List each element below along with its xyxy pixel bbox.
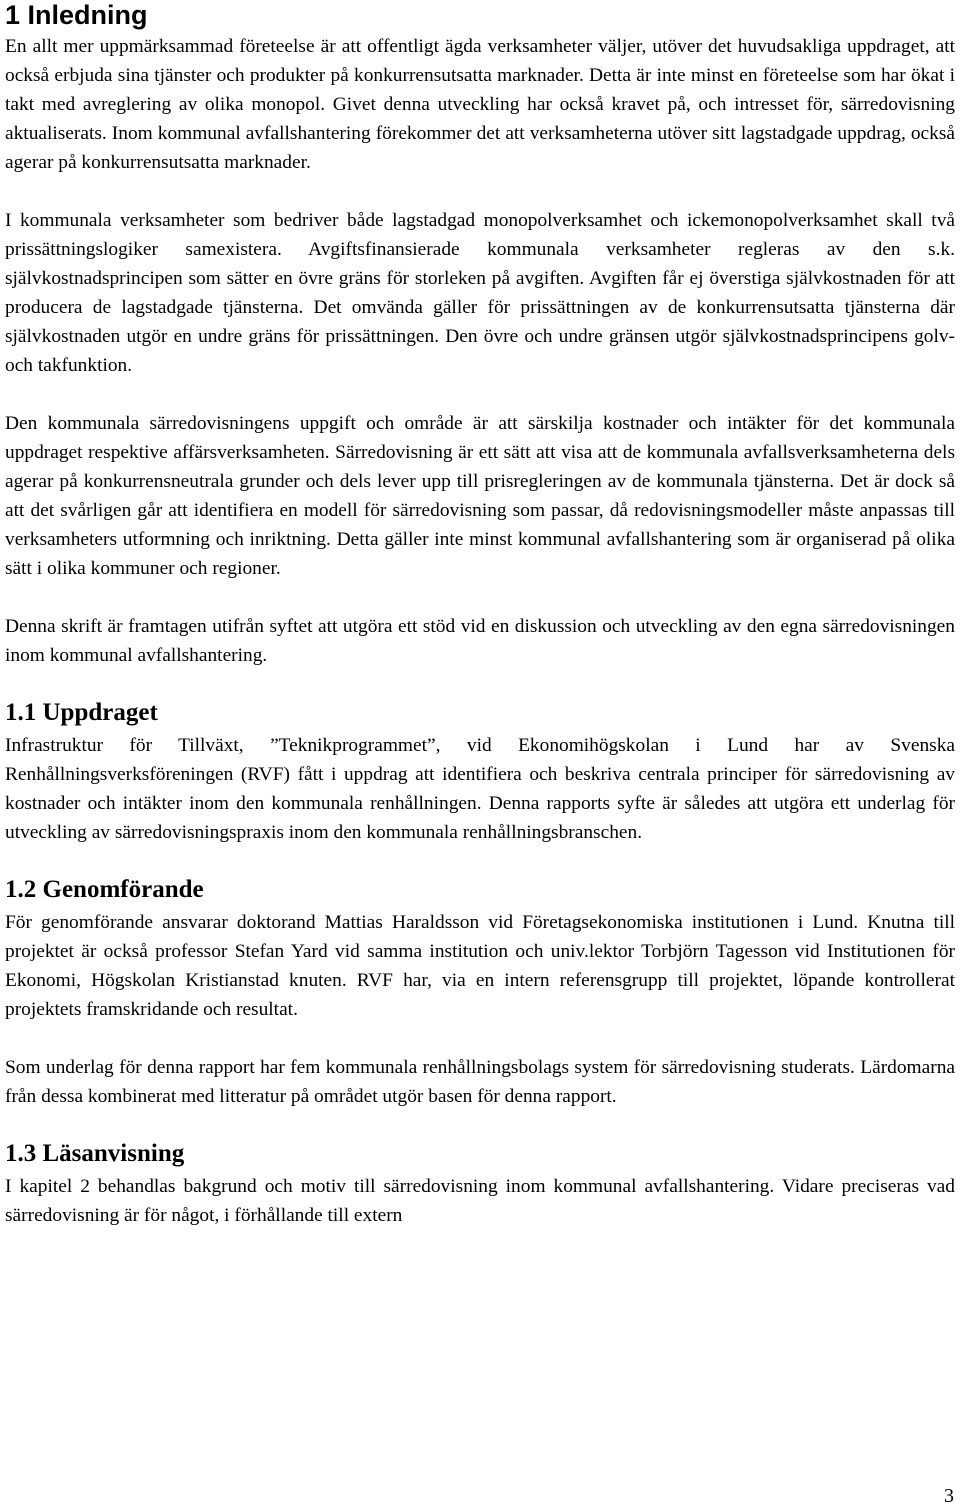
lasanvisning-paragraph-1: I kapitel 2 behandlas bakgrund och motiv till särredovisning inom kommunal avfallshantering. Vidare preciseras vad särredovisning är för något, i förhållande till extern (5, 1176, 955, 1226)
section-heading-lasanvisning: 1.3 Läsanvisning (5, 1140, 185, 1167)
section-heading-genomforande: 1.2 Genomförande (5, 876, 204, 903)
intro-paragraph-2: I kommunala verksamheter som bedriver både lagstadgad monopolverksamhet och ickemonopolverksamhet skall två prissättningslogiker samexistera. Avgiftsfinansierade kommunala verksamheter regleras av den s.k. självkostnadsprincipen som sätter en övre gräns för storleken på avgiften. Avgiften får ej överstiga självkostnaden för att producera de lagstadgade tjänsterna. Det omvända gäller för prissättningen av de konkurrensutsatta tjänsterna där självkostnaden utgör en undre gräns för prissättningen. Den övre och undre gränsen utgör självkostnadsprincipens golv- och takfunktion. (5, 210, 955, 376)
section-heading-uppdraget: 1.1 Uppdraget (5, 699, 158, 726)
genomforande-paragraph-1: För genomförande ansvarar doktorand Mattias Haraldsson vid Företagsekonomiska institutionen i Lund. Knutna till projektet är också professor Stefan Yard vid samma institution och univ.lektor Torbjörn Tagesson vid Institutionen för Ekonomi, Högskolan Kristianstad knuten. RVF har, via en intern referensgrupp till projektet, löpande kontrollerat projektets framskridande och resultat. (5, 912, 955, 1020)
intro-paragraph-1: En allt mer uppmärksammad företeelse är att offentligt ägda verksamheter väljer, utöver det huvudsakliga uppdraget, att också erbjuda sina tjänster och produkter på konkurrensutsatta marknader. Detta är inte minst en företeelse som har ökat i takt med avreglering av olika monopol. Givet denna utveckling har också kravet på, och intresset för, särredovisning aktualiserats. Inom kommunal avfallshantering förekommer det att verksamheterna utöver sitt lagstadgade uppdrag, också agerar på konkurrensutsatta marknader. (5, 36, 955, 173)
intro-paragraph-3: Den kommunala särredovisningens uppgift och område är att särskilja kostnader och intäkter för det kommunala uppdraget respektive affärsverksamheten. Särredovisning är ett sätt att visa att de kommunala avfallsverksamheterna dels agerar på konkurrensneutrala grunder och dels lever upp till prisregleringen av de kommunala tjänsterna. Det är dock så att det svårligen går att identifiera en modell för särredovisning som passar, då redovisningsmodeller måste anpassas till verksamheters utformning och inriktning. Detta gäller inte minst kommunal avfallshantering som är organiserad på olika sätt i olika kommuner och regioner. (5, 413, 955, 579)
uppdraget-paragraph-1: Infrastruktur för Tillväxt, ”Teknikprogrammet”, vid Ekonomihögskolan i Lund har av Svenska Renhållningsverksföreningen (RVF) fått i uppdrag att identifiera och beskriva centrala principer för särredovisning av kostnader och intäkter inom den kommunala renhållningen. Denna rapports syfte är således att utgöra ett underlag för utveckling av särredovisningspraxis inom den kommunala renhållningsbranschen. (5, 735, 955, 843)
genomforande-paragraph-2: Som underlag för denna rapport har fem kommunala renhållningsbolags system för särredovisning studerats. Lärdomarna från dessa kombinerat med litteratur på området utgör basen för denna rapport. (5, 1057, 955, 1107)
chapter-heading: 1 Inledning (5, 0, 148, 30)
intro-paragraph-4: Denna skrift är framtagen utifrån syftet att utgöra ett stöd vid en diskussion och utveckling av den egna särredovisningen inom kommunal avfallshantering. (5, 616, 955, 666)
document-page (5, 0, 955, 1230)
page-number: 3 (944, 1485, 954, 1507)
